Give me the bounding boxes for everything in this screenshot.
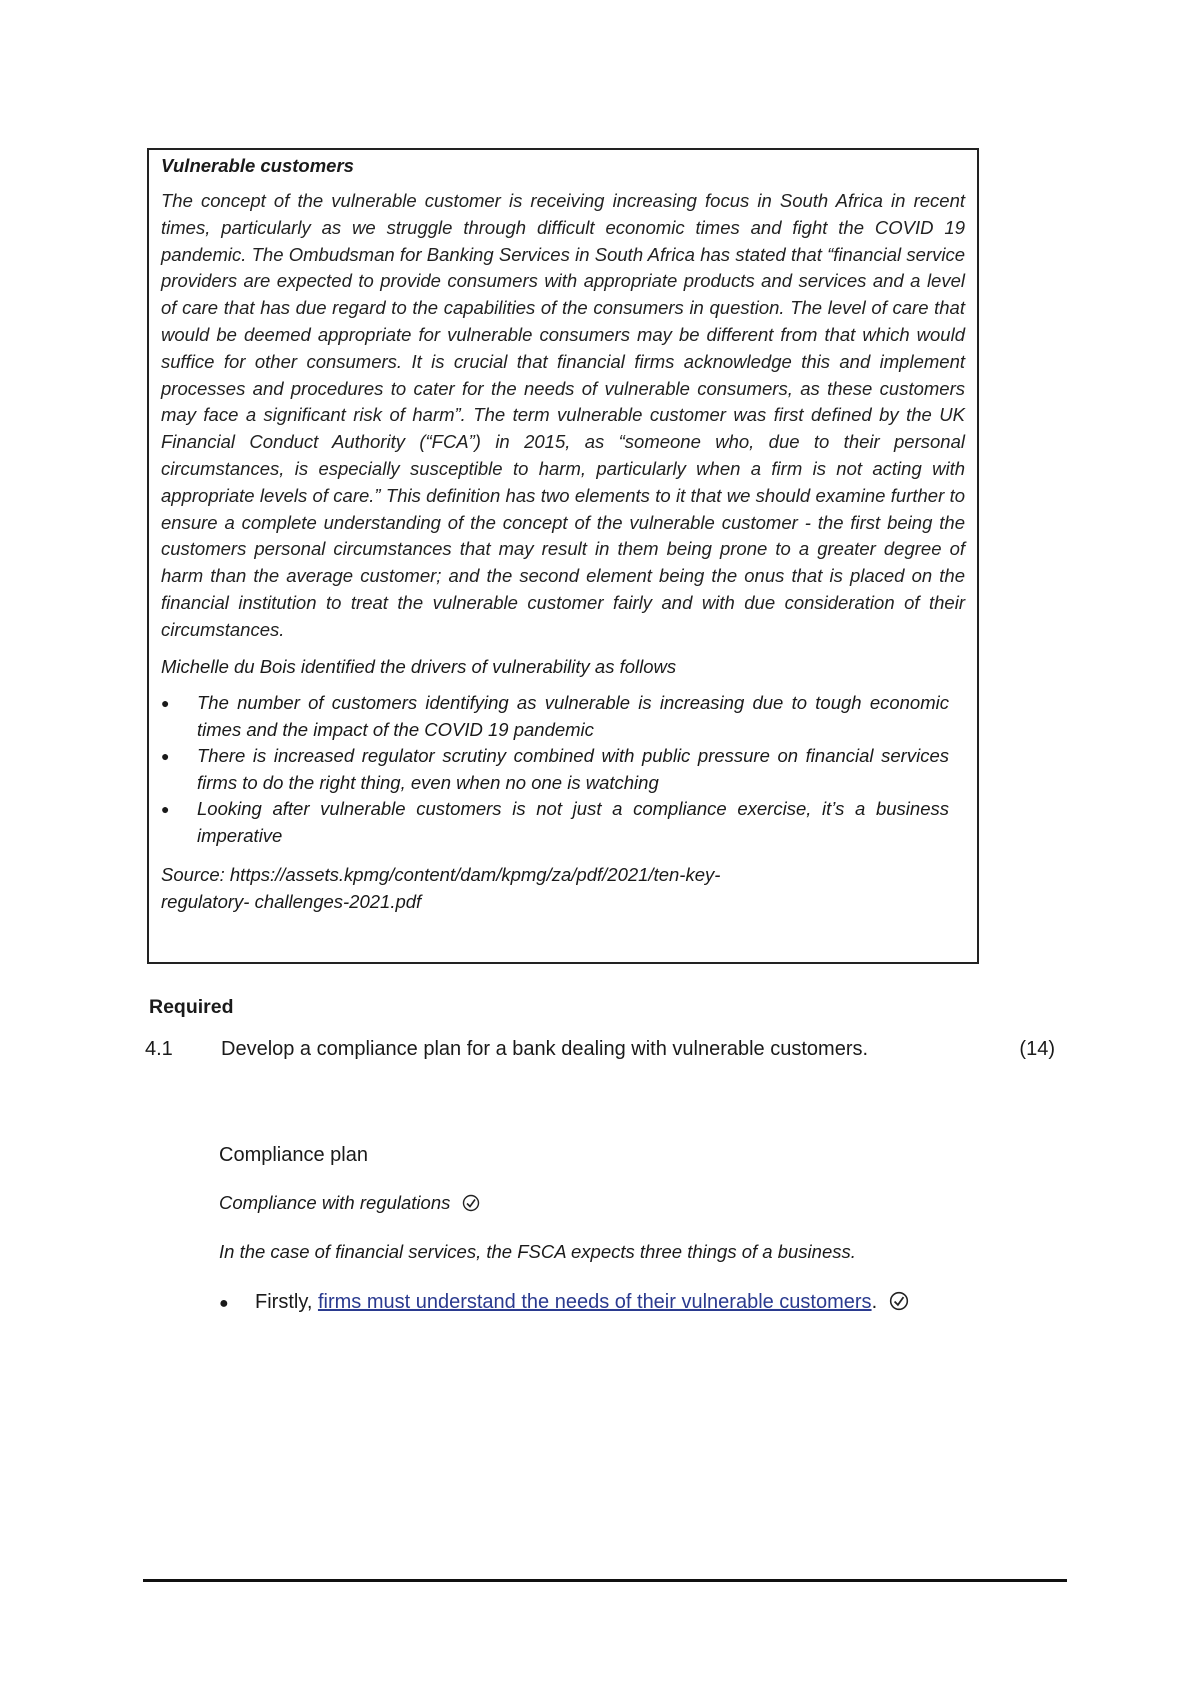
bullet-icon: ●: [161, 748, 170, 765]
bullet-icon: ●: [219, 1295, 229, 1312]
vulnerable-customers-link[interactable]: firms must understand the needs of their vulnerable customers: [317, 1291, 872, 1313]
question-marks: (14): [1019, 1038, 1055, 1060]
answer-subheading-text: Compliance with regulations: [219, 1192, 451, 1213]
question-number: 4.1: [145, 1038, 173, 1060]
drivers-list: [161, 690, 965, 849]
case-study-box: [147, 148, 979, 964]
source-citation: Source: https://assets.kpmg/content/dam/kpmg/za/pdf/2021/ten-key-regulatory- challenges-2021.pdf: [161, 864, 721, 913]
bullet-prefix: Firstly,: [255, 1291, 318, 1313]
footer-divider: [143, 1579, 1067, 1582]
answer-bullet: [219, 1289, 909, 1318]
list-item: [161, 743, 965, 796]
bullet-suffix: .: [871, 1291, 878, 1313]
list-item: [161, 796, 965, 849]
check-circle-icon: [462, 1194, 480, 1218]
bullet-icon: ●: [161, 801, 170, 818]
bullet-icon: ●: [161, 695, 170, 712]
driver-text: There is increased regulator scrutiny combined with public pressure on financial services firms to do the right thing, even when no one is watching: [197, 745, 949, 793]
driver-text: The number of customers identifying as vulnerable is increasing due to tough economic times and the impact of the COVID 19 pandemic: [197, 692, 949, 740]
question-text: Develop a compliance plan for a bank dealing with vulnerable customers.: [221, 1038, 869, 1060]
case-study-heading: Vulnerable customers: [161, 155, 354, 176]
answer-subheading: [219, 1191, 480, 1218]
answer-title: Compliance plan: [219, 1144, 368, 1166]
driver-text: Looking after vulnerable customers is not just a compliance exercise, it’s a business imperative: [197, 798, 949, 846]
drivers-intro: Michelle du Bois identified the drivers of vulnerability as follows: [161, 655, 677, 677]
required-heading: Required: [149, 996, 234, 1018]
case-study-paragraph: The concept of the vulnerable customer is receiving increasing focus in South Africa in recent times, particularly as we struggle through difficult economic times and fight the COVID 19 pandemic. The Ombudsman for Banking Services in South Africa has stated that “financial service providers are expected to provide consumers with appropriate products and services and a level of care that has due regard to the capabilities of the consumers in question. The level of care that would be deemed appropriate for vulnerable consumers may be different from that which would suffice for other consumers. It is crucial that financial firms acknowledge this and implement processes and procedures to cater for the needs of vulnerable consumers, as these customers may face a significant risk of harm”. The term vulnerable customer was first defined by the UK Financial Conduct Authority (“FCA”) in 2015, as “someone who, due to their personal circumstances, is especially susceptible to harm, particularly when a firm is not acting with appropriate levels of care.” This definition has two elements to it that we should examine further to ensure a complete understanding of the concept of the vulnerable customer - the first being the customers personal circumstances that may result in them being prone to a greater degree of harm than the average customer; and the second element being the onus that is placed on the financial institution to treat the vulnerable customer fairly and with due consideration of their circumstances.: [161, 190, 965, 640]
check-circle-icon: [889, 1291, 909, 1318]
list-item: [161, 690, 965, 743]
answer-intro: In the case of financial services, the FSCA expects three things of a business.: [219, 1241, 856, 1262]
